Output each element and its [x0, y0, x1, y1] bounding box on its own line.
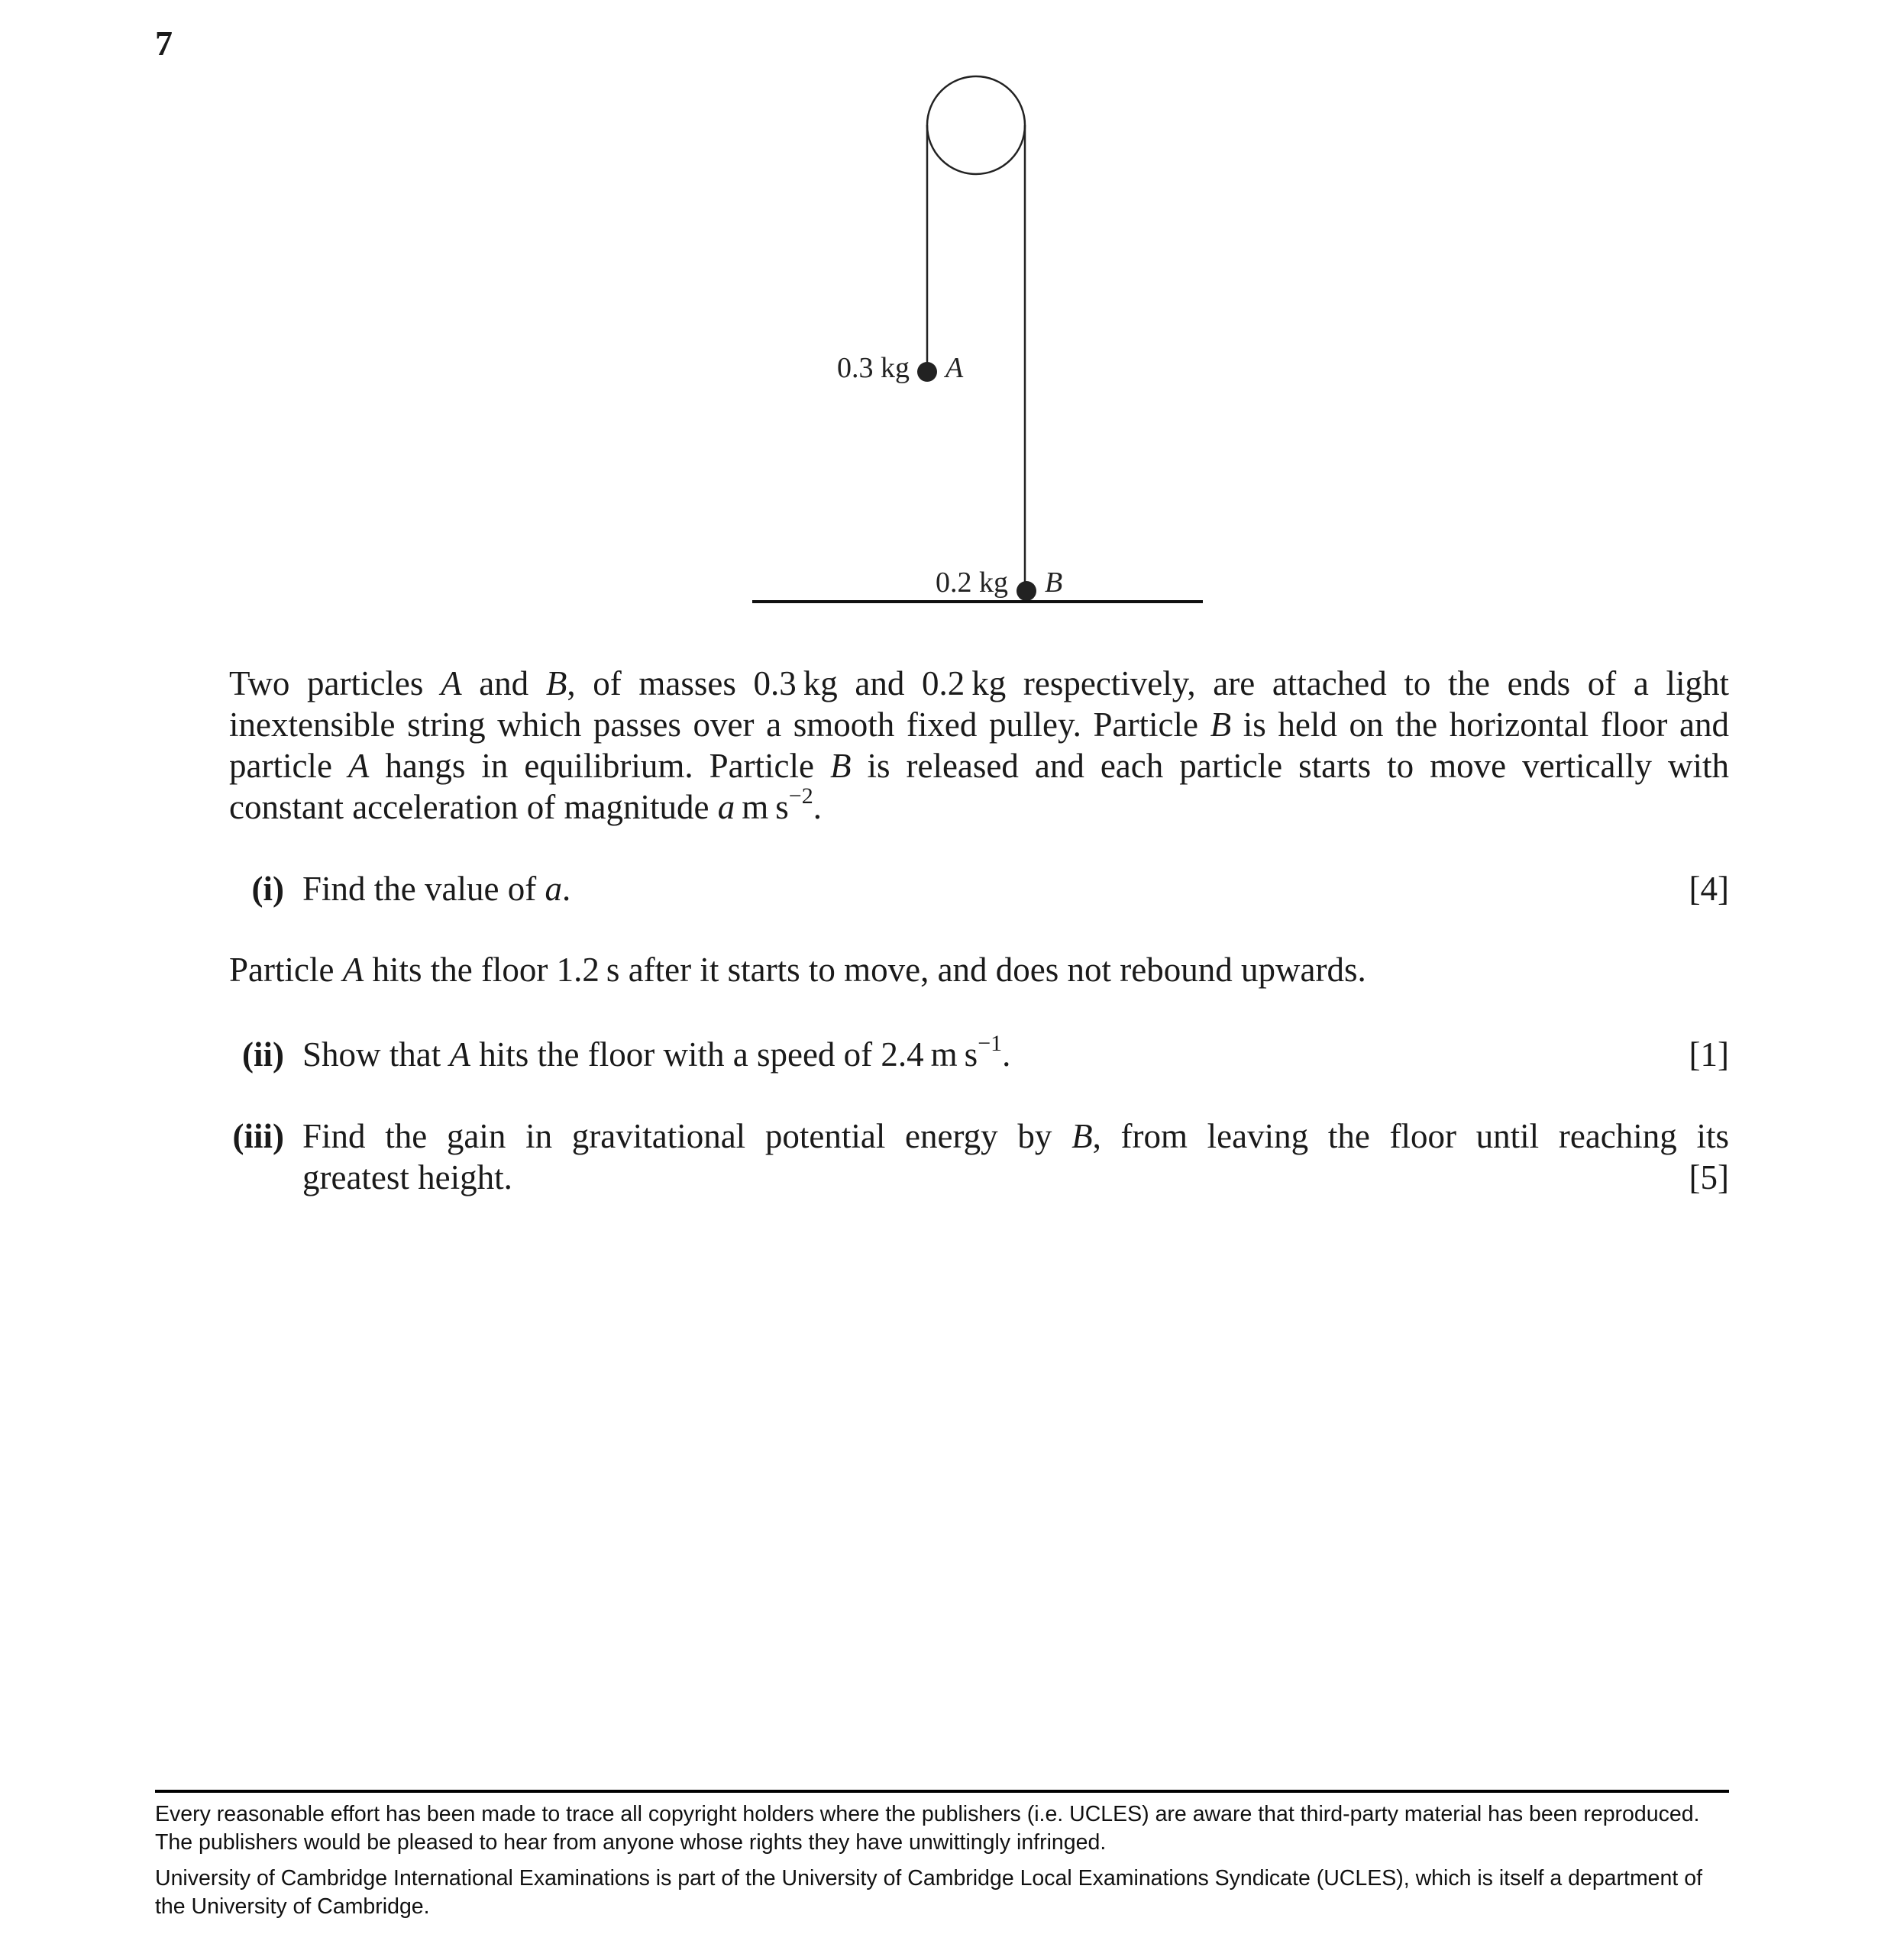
part-iii	[229, 1116, 1729, 1198]
part-i-marks: [4]	[1689, 870, 1729, 908]
part-iii-label: (iii)	[232, 1117, 284, 1155]
part-ii-text: Show that A hits the floor with a speed of 2.4 m $s^{-1}$.	[302, 1031, 1011, 1074]
footer-divider	[155, 1790, 1729, 1793]
part-iii-marks: [5]	[1689, 1158, 1729, 1196]
footer-copyright-note: Every reasonable effort has been made to trace all copyright holders where the publishers (i.e. UCLES) are aware that third-party material has been reproduced. The publishers would be pleased to hear from anyone whose rights they have unwittingly infringed.	[155, 1802, 1700, 1855]
footer	[155, 1800, 1729, 1921]
part-iii-text: Find the gain in gravitational potential energy by B, from leaving the floor until reaching its	[302, 1117, 1729, 1155]
mass-a-label: 0.3 kg	[837, 352, 910, 384]
mass-b-label: 0.2 kg	[936, 567, 1008, 599]
part-i-label: (i)	[251, 870, 284, 908]
pulley	[927, 76, 1025, 174]
particle-b-label: B	[1045, 567, 1063, 599]
question-middle: Particle A hits the floor 1.2 s after it starts to move, and does not rebound upwards.	[229, 951, 1366, 989]
pulley-diagram	[0, 0, 1894, 649]
particle-a-label: A	[945, 352, 964, 384]
part-ii	[229, 1031, 1729, 1075]
part-i	[229, 868, 1729, 909]
part-i-text: Find the value of a.	[302, 870, 571, 908]
particle-a	[917, 362, 937, 382]
question-content	[229, 663, 1729, 1198]
footer-ucles-note: University of Cambridge International Examinations is part of the University of Cambridge Local Examinations Syndicate (UCLES), which is itself a department of the University of Cambridge.	[155, 1866, 1702, 1919]
particle-b	[1016, 581, 1036, 601]
page-number: 7	[155, 24, 173, 63]
part-ii-marks: [1]	[1689, 1035, 1729, 1074]
part-ii-label: (ii)	[242, 1035, 284, 1074]
question-intro: Two particles A and B, of masses 0.3 kg and 0.2 kg respectively, are attached to the ends of a light inextensible string which passes over a smooth fixed pulley. Particle B is held on the horizontal floor and particle A hangs in equilibrium. Particle B is released and each particle starts to move vertically with constant acceleration of magnitude a m $s^{-2}$.	[229, 664, 1729, 826]
part-iii-text-line2: greatest height.	[302, 1158, 512, 1196]
